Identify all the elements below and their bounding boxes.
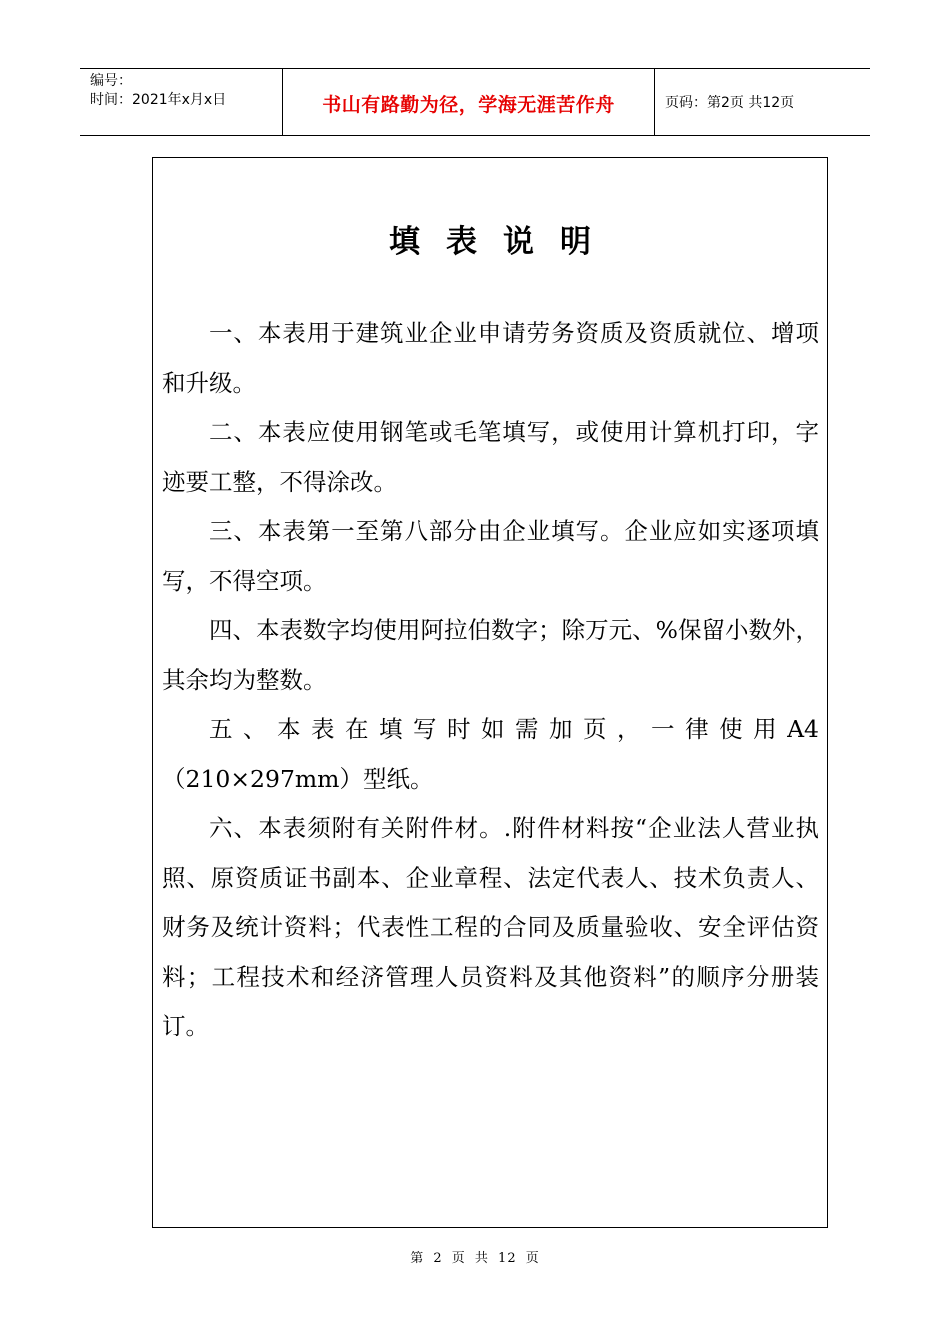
time-label: 时间：2021年x月x日 (90, 92, 227, 108)
header-motto-cell (283, 69, 655, 135)
page-footer: 第 2 页 共 12 页 (410, 1251, 540, 1266)
document-title: 填表说明 (389, 224, 617, 260)
page-info: 页码：第2页 共12页 (665, 95, 795, 111)
instructions-body (162, 309, 819, 1052)
instruction-paragraph-5: 五、本表在填写时如需加页，一律使用A4（210×297mm）型纸。 (162, 715, 819, 793)
header-page-cell (655, 69, 870, 135)
instructions-box (152, 157, 828, 1228)
instruction-paragraph-3: 三、本表第一至第八部分由企业填写。企业应如实逐项填写，不得空项。 (162, 517, 819, 595)
motto-text: 书山有路勤为径，学海无涯苦作舟 (322, 94, 615, 116)
header-table (80, 68, 870, 136)
number-label: 编号： (90, 73, 132, 89)
instruction-paragraph-2: 二、本表应使用钢笔或毛笔填写，或使用计算机打印，字迹要工整，不得涂改。 (162, 418, 819, 496)
header-meta-cell (80, 69, 283, 135)
instruction-paragraph-4: 四、本表数字均使用阿拉伯数字；除万元、%保留小数外，其余均为整数。 (162, 616, 819, 694)
instruction-paragraph-6: 六、本表须附有关附件材。.附件材料按“企业法人营业执照、原资质证书副本、企业章程、法定代表人、技术负责人、财务及统计资料；代表性工程的合同及质量验收、安全评估资料；工程技术和经济管理人员资料及其他资料”的顺序分册装订。 (162, 814, 819, 1040)
instruction-paragraph-1: 一、本表用于建筑业企业申请劳务资质及资质就位、增项和升级。 (162, 319, 819, 397)
